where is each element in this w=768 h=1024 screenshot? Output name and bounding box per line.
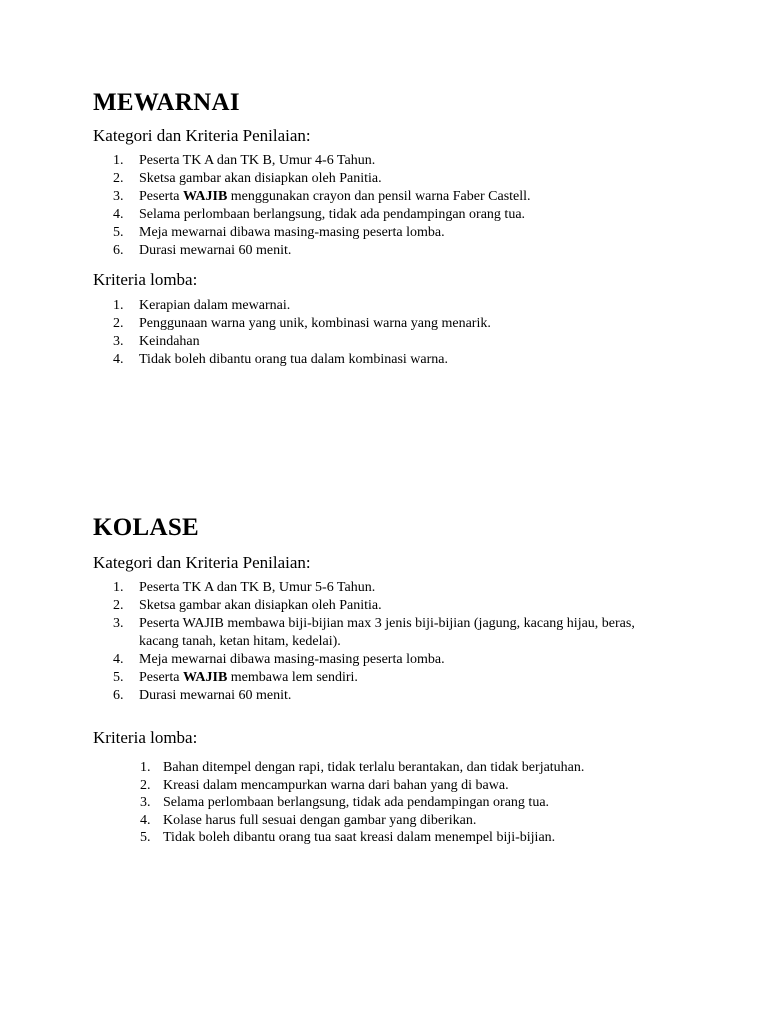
kategori-list (93, 152, 733, 260)
kriteria-heading: Kriteria lomba: (93, 728, 198, 747)
list-item: 3. Keindahan (113, 334, 200, 349)
list-item: 1. Bahan ditempel dengan rapi, tidak terlalu berantakan, dan tidak berjatuhan. (140, 760, 585, 775)
list-item: 5. Peserta WAJIB membawa lem sendiri. (113, 670, 358, 685)
list-item: 5. Tidak boleh dibantu orang tua saat kreasi dalam menempel biji-bijian. (140, 830, 556, 845)
list-item: 4. Selama perlombaan berlangsung, tidak ada pendampingan orang tua. (113, 207, 526, 222)
list-item: 4. Kolase harus full sesuai dengan gambar yang diberikan. (140, 812, 477, 828)
kategori-heading: Kategori dan Kriteria Penilaian: (93, 553, 311, 572)
list-item: 3. Peserta WAJIB menggunakan crayon dan pensil warna Faber Castell. (113, 189, 531, 204)
section-title: MEWARNAI (93, 89, 240, 116)
section-mewarnai (93, 88, 733, 369)
kategori-list (93, 579, 733, 705)
list-item: 1. Peserta TK A dan TK B, Umur 5-6 Tahun. (113, 580, 376, 595)
list-item: 1. Kerapian dalam mewarnai. (113, 298, 291, 313)
list-item: 6. Durasi mewarnai 60 menit. (113, 688, 292, 703)
kriteria-heading: Kriteria lomba: (93, 270, 198, 289)
section-kolase (93, 513, 733, 847)
list-item: 5. Meja mewarnai dibawa masing-masing peserta lomba. (113, 225, 445, 240)
list-item: 6. Durasi mewarnai 60 menit. (113, 243, 292, 258)
list-item: 3. Selama perlombaan berlangsung, tidak ada pendampingan orang tua. (140, 795, 550, 810)
list-item: 2. Penggunaan warna yang unik, kombinasi warna yang menarik. (113, 316, 491, 331)
kriteria-list (93, 759, 733, 847)
list-item: 4. Meja mewarnai dibawa masing-masing peserta lomba. (113, 652, 445, 667)
emphasis-wajib: WAJIB (182, 189, 228, 204)
kategori-heading: Kategori dan Kriteria Penilaian: (93, 126, 311, 145)
section-title: KOLASE (93, 514, 199, 541)
list-item: 2. Sketsa gambar akan disiapkan oleh Panitia. (113, 171, 382, 186)
list-item: 1. Peserta TK A dan TK B, Umur 4-6 Tahun. (113, 153, 376, 168)
list-item: 2. Kreasi dalam mencampurkan warna dari bahan yang di bawa. (140, 777, 509, 793)
list-item: 3. Peserta WAJIB membawa biji-bijian max 3 jenis biji-bijian (jagung, kacang hijau, beras, kacang tanah, ketan hitam, kedelai). (113, 616, 635, 649)
kriteria-list (93, 297, 733, 369)
emphasis-wajib: WAJIB (182, 670, 228, 685)
list-item: 4. Tidak boleh dibantu orang tua dalam kombinasi warna. (113, 352, 448, 367)
list-item: 2. Sketsa gambar akan disiapkan oleh Panitia. (113, 598, 382, 613)
